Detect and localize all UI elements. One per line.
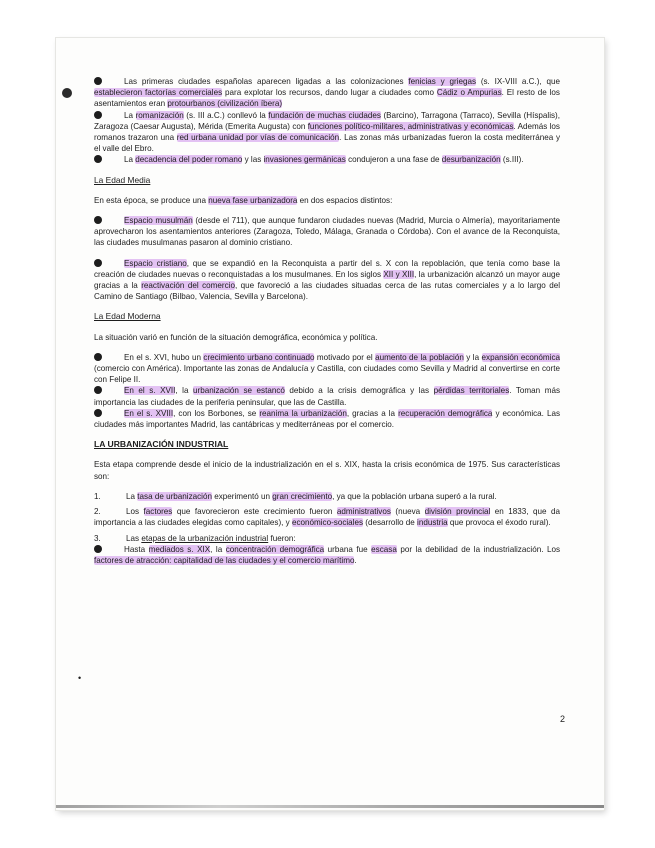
- highlighted-text: crecimiento urbano continuado: [203, 352, 315, 362]
- section-intro: En esta época, se produce una nueva fase urbanizadora en dos espacios distintos:: [94, 195, 393, 205]
- highlighted-text: concentración demográfica: [225, 544, 325, 554]
- intro-item: La decadencia del poder romano y las invasiones germánicas condujeron a una fase de desurbanización (s.III).: [94, 154, 560, 165]
- highlighted-text: recuperación demográfica: [398, 408, 493, 418]
- highlighted-text: industria: [417, 518, 448, 528]
- highlighted-text: fundación de muchas ciudades: [268, 110, 381, 120]
- bullet-icon: [94, 111, 102, 119]
- paper-edge-shadow: [56, 805, 604, 808]
- list-item: En el s. XVII, la urbanización se estancó debido a la crisis demográfica y las pérdidas territoriales. Toman más importancia las ciudades de la periferia peninsular, que las de Castilla.: [94, 386, 561, 407]
- underlined-text: etapas de la urbanización industrial: [141, 533, 269, 543]
- punch-hole: [62, 88, 72, 98]
- margin-mark: •: [78, 673, 82, 683]
- highlighted-text: Espacio cristiano: [124, 258, 187, 268]
- bullet-icon: [94, 353, 102, 361]
- highlighted-text: mediados s. XIX: [148, 544, 211, 554]
- highlighted-text: En el s. XVII: [124, 386, 176, 396]
- highlighted-text: reanima la urbanización: [259, 408, 347, 418]
- bullet-icon: [94, 386, 102, 394]
- highlighted-text: Cádiz o Ampurias: [436, 88, 502, 98]
- page-number: 2: [560, 714, 566, 724]
- highlighted-text: invasiones germánicas: [263, 155, 346, 165]
- intro-item: La romanización (s. III a.C.) conllevó la fundación de muchas ciudades (Barcino), Tarragona (Tarraco), Sevilla (Híspalis), Zaragoza (Caesar Augusta), Mérida (Emerita Augusta) con funciones político-militares, administrativas y económicas. Además los romanos trazaron una red urbana unidad por vías de comunicación. Las zonas más urbanizadas fueron la costa mediterránea y el valle del Ebro.: [94, 110, 560, 154]
- section-heading: La Edad Media: [94, 174, 151, 185]
- highlighted-text: establecieron factorías comerciales: [94, 88, 223, 98]
- highlighted-text: tasa de urbanización: [137, 491, 212, 501]
- numbered-item: 3. Las etapas de la urbanización industrial fueron:: [94, 533, 296, 543]
- document-body: [94, 76, 560, 566]
- bullet-icon: [94, 77, 102, 85]
- highlighted-text: En el s. XVIII: [124, 408, 174, 418]
- bullet-icon: [94, 409, 102, 417]
- highlighted-text: económico-sociales: [291, 518, 364, 528]
- list-item: Hasta mediados s. XIX, la concentración demográfica urbana fue escasa por la debilidad de la industrialización. Los factores de atracción: capitalidad de las ciudades y el comercio marítimo.: [94, 544, 561, 565]
- highlighted-text: urbanización se estancó: [193, 386, 285, 396]
- highlighted-text: aumento de la población: [375, 352, 464, 362]
- highlighted-text: romanización: [135, 110, 184, 120]
- intro-item: Las primeras ciudades españolas aparecen ligadas a las colonizaciones fenicias y griegas (s. IX-VIII a.C.), que establecieron factorías comerciales para explotar los recursos, dando lugar a ciudades como Cádiz o Ampurias. El resto de los asentamientos eran protourbanos (civilización íbera): [94, 77, 560, 109]
- section-heading: La Edad Moderna: [94, 311, 161, 322]
- highlighted-text: reactivación del comercio: [141, 281, 235, 291]
- highlighted-text: escasa: [371, 544, 397, 554]
- list-item: En el s. XVIII, con los Borbones, se reanima la urbanización, gracias a la recuperación demográfica y económica. Las ciudades más importantes Madrid, las cantábricas y mediterráneas por el comercio.: [94, 408, 560, 430]
- list-item: Espacio cristiano, que se expandió en la Reconquista a partir del s. X con la repoblación, que tenía como base la creación de ciudades nuevas o reconquistadas a los musulmanes. En los siglos XII y XIII, la urbanización alcanzó un mayor auge gracias a la reactivación del comercio, que favoreció a las ciudades situadas cerca de las rutas comerciales y a lo largo del Camino de Santiago (Bilbao, Valencia, Sevilla y Barcelona).: [94, 258, 561, 302]
- highlighted-text: división provincial: [424, 507, 491, 517]
- section-intro: Esta etapa comprende desde el inicio de la industrialización en el s. XIX, hasta la crisis económica de 1975. Sus características son:: [94, 460, 560, 481]
- highlighted-text: expansión económica: [481, 352, 560, 362]
- bullet-icon: [94, 259, 102, 267]
- highlighted-text: pérdidas territoriales: [433, 386, 510, 396]
- section-intro: La situación varió en función de la situación demográfica, económica y política.: [94, 332, 378, 342]
- highlighted-text: factores de atracción: capitalidad de las ciudades y el comercio marítimo: [94, 555, 355, 565]
- highlighted-text: XII y XIII: [383, 269, 415, 279]
- highlighted-text: nueva fase urbanizadora: [208, 195, 298, 205]
- highlighted-text: gran crecimiento: [272, 491, 333, 501]
- bullet-icon: [94, 216, 102, 224]
- highlighted-text: red urbana unidad por vías de comunicación: [176, 133, 340, 143]
- highlighted-text: administrativos: [336, 507, 391, 517]
- numbered-item: 2. Los factores que favorecieron este crecimiento fueron administrativos (nueva división provincial en 1833, que da importancia a las ciudades elegidas como capitales), y económico-sociales (desarrollo de industria que provoca el éxodo rural).: [94, 507, 560, 528]
- highlighted-text: funciones político-militares, administrativas y económicas: [307, 121, 514, 131]
- list-item: En el s. XVI, hubo un crecimiento urbano continuado motivado por el aumento de la población y la expansión económica (comercio con América). Importante las zonas de Andalucía y Castilla, con ciudades como Sevilla y Madrid al convertirse en corte con Felipe II.: [94, 352, 560, 385]
- highlighted-text: factores: [143, 507, 173, 517]
- list-item: Espacio musulmán (desde el 711), que aunque fundaron ciudades nuevas (Madrid, Murcia o Almería), mayoritariamente aprovecharon los asentamientos anteriores (Zaragoza, Toledo, Málaga, Granada o Córdoba). Con el avance de la Reconquista, las ciudades musulmanas pasaron al dominio cristiano.: [94, 216, 560, 248]
- bullet-icon: [94, 155, 102, 163]
- highlighted-text: decadencia del poder romano: [135, 155, 243, 165]
- highlighted-text: fenicias y griegas: [408, 77, 477, 86]
- numbered-item: 1. La tasa de urbanización experimentó un gran crecimiento, ya que la población urbana superó a la rural.: [94, 491, 497, 501]
- highlighted-text: desurbanización: [441, 155, 501, 165]
- highlighted-text: protourbanos (civilización íbera): [167, 99, 283, 109]
- bullet-icon: [94, 545, 102, 553]
- section-heading-main: LA URBANIZACIÓN INDUSTRIAL: [94, 439, 229, 450]
- highlighted-text: Espacio musulmán: [124, 216, 193, 226]
